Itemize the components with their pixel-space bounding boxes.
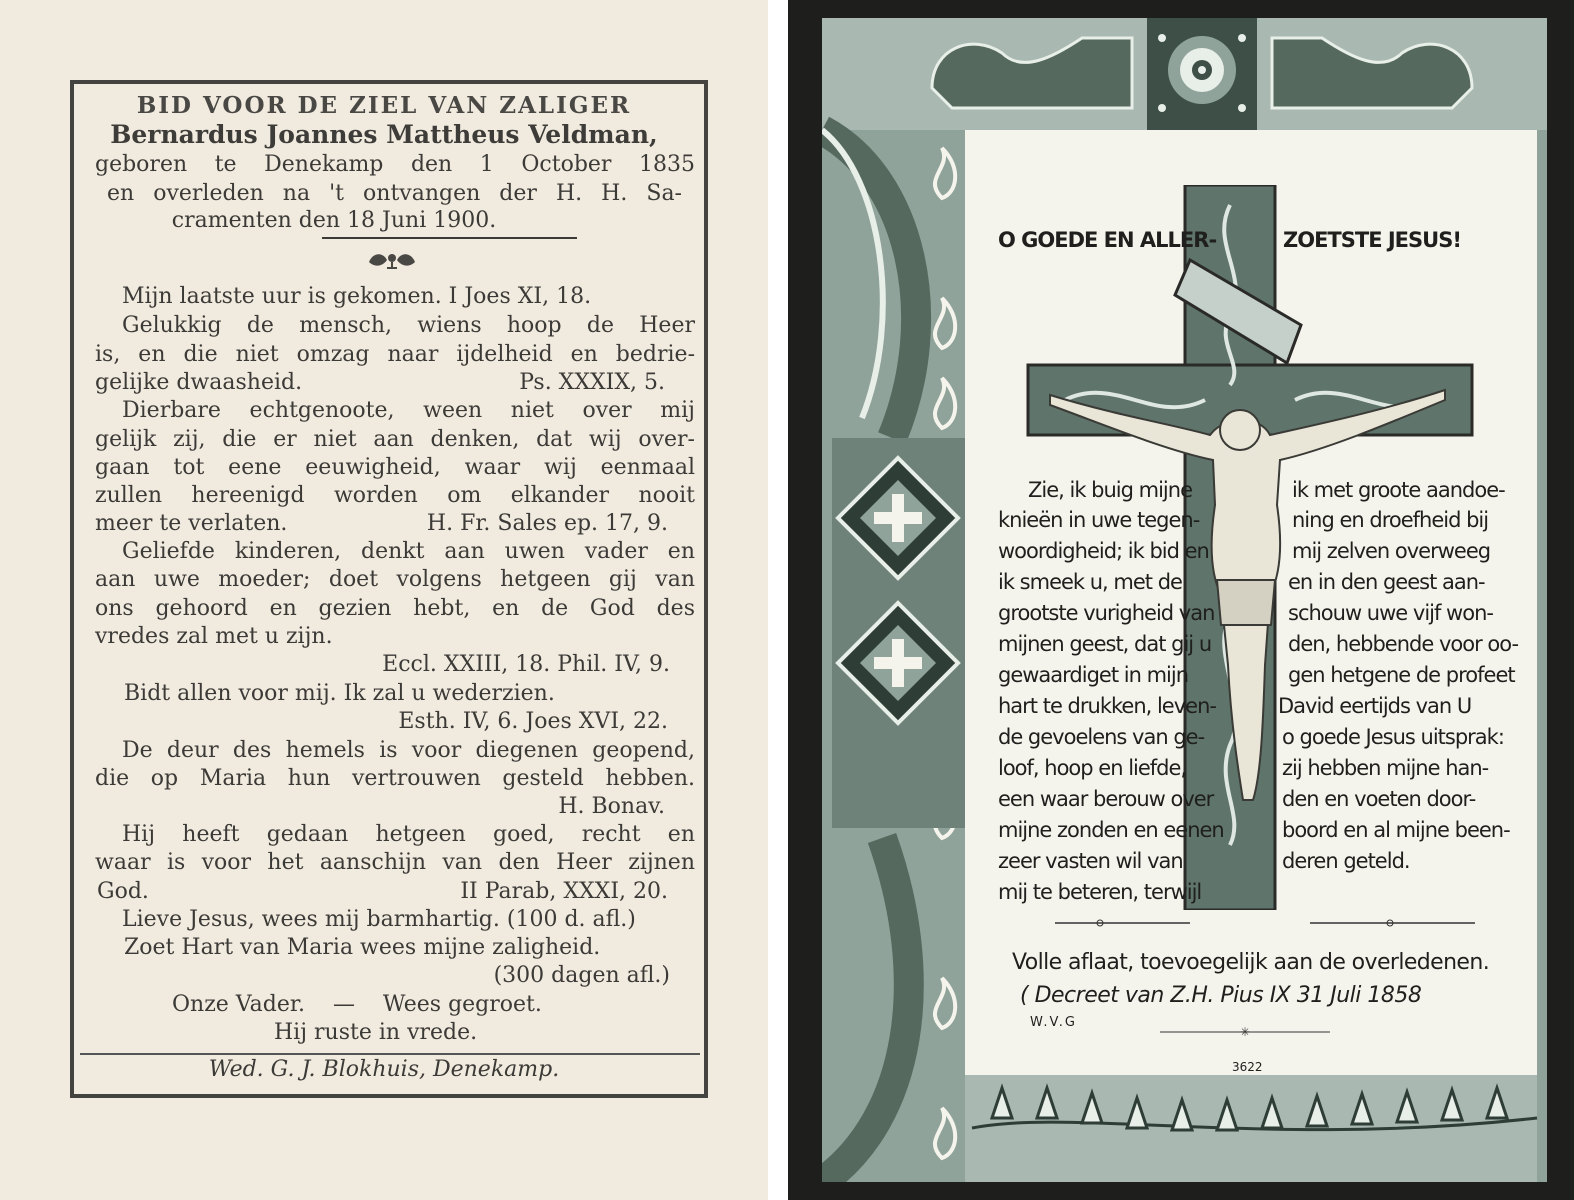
prayer-left-line: grootste vurigheid van xyxy=(998,601,1215,625)
prayer-left-line: loof, hoop en liefde, xyxy=(998,756,1187,780)
prayer-left-line: mijne zonden en eenen xyxy=(998,818,1224,842)
prayer-left-line: hart te drukken, leven- xyxy=(998,694,1216,718)
prayer-right-line: mij zelven overweeg xyxy=(1292,539,1491,563)
citation-bonav: H. Bonav. xyxy=(558,794,665,819)
prayer-right-line: David eertijds van U xyxy=(1278,694,1472,718)
text-line-24: God. xyxy=(97,879,149,904)
decorative-divider xyxy=(1055,918,1475,928)
prayers-line: Onze Vader. — Wees gegroet. xyxy=(172,992,542,1017)
citation-esth: Esth. IV, 6. Joes XVI, 22. xyxy=(398,709,668,734)
death-line: en overleden na 't ontvangen der H. H. Sa- xyxy=(107,181,682,206)
printer-credit: Wed. G. J. Blokhuis, Denekamp. xyxy=(208,1057,560,1082)
prayer-left-line: knieën in uwe tegen- xyxy=(998,508,1200,532)
prayer-right-line: deren geteld. xyxy=(1282,849,1410,873)
text-line-1: Mijn laatste uur is gekomen. I Joes XI, 18. xyxy=(122,284,592,309)
birth-line: geboren te Denekamp den 1 October 1835 xyxy=(95,152,695,177)
text-line-20: die op Maria hun vertrouwen gesteld hebben. xyxy=(95,766,695,791)
prayer-right-line: en in den geest aan- xyxy=(1288,570,1485,594)
header-prayer-line: BID VOOR DE ZIEL VAN ZALIGER xyxy=(136,92,632,119)
title-left: O GOEDE EN ALLER- xyxy=(998,228,1217,252)
text-line-23: waar is voor het aanschijn van den Heer zijnen xyxy=(95,850,695,875)
text-line-10: meer te verlaten. xyxy=(95,511,288,536)
text-line-8: gaan tot eene eeuwigheid, waar wij eenmaal xyxy=(95,455,695,480)
small-divider xyxy=(1160,1026,1330,1038)
indulgence-text: Volle aflaat, toevoegelijk aan de overledenen. xyxy=(1012,950,1490,975)
prayer-left-line: zeer vasten wil van xyxy=(998,849,1183,873)
text-line-4: gelijke dwaasheid. xyxy=(95,370,303,395)
prayer-right-line: o goede Jesus uitsprak: xyxy=(1282,725,1504,749)
prayer-left-line: de gevoelens van ge- xyxy=(998,725,1205,749)
prayer-right-line: schouw uwe vijf won- xyxy=(1288,601,1493,625)
prayer-right-line: ik met groote aandoe- xyxy=(1292,478,1505,502)
text-line-22: Hij heeft gedaan hetgeen goed, recht en xyxy=(122,822,695,847)
title-right: ZOETSTE JESUS! xyxy=(1283,228,1461,252)
indulgence-days: (300 dagen afl.) xyxy=(493,963,670,988)
prayer-left-line: ik smeek u, met de xyxy=(998,570,1182,594)
card-number: 3622 xyxy=(1232,1060,1263,1074)
text-line-6: Dierbare echtgenoote, ween niet over mij xyxy=(122,398,695,423)
prayer-right-line: ning en droefheid bij xyxy=(1292,508,1489,532)
text-line-15: vredes zal met u zijn. xyxy=(95,624,333,649)
publisher-mark: W.V.G xyxy=(1030,1015,1077,1030)
citation-parab: II Parab, XXXI, 20. xyxy=(460,879,668,904)
text-line-2: Gelukkig de mensch, wiens hoop de Heer xyxy=(122,313,695,338)
deceased-name: Bernardus Joannes Mattheus Veldman, xyxy=(110,120,658,149)
prayer-left-line: mijnen geest, dat gij u xyxy=(998,632,1212,656)
text-line-19: De deur des hemels is voor diegenen geopend, xyxy=(122,738,695,763)
prayer-left-line: woordigheid; ik bid en xyxy=(998,539,1209,563)
text-line-9: zullen hereenigd worden om elkander nooit xyxy=(95,483,695,508)
text-line-26: Lieve Jesus, wees mij barmhartig. (100 d. afl.) xyxy=(122,907,636,932)
prayer-right-line: gen hetgene de profeet xyxy=(1288,663,1515,687)
text-line-12: Geliefde kinderen, denkt aan uwen vader en xyxy=(122,539,695,564)
prayer-left-line: mij te beteren, terwijl xyxy=(998,880,1202,904)
text-line-7: gelijk zij, die er niet aan denken, dat wij over- xyxy=(95,427,695,452)
greek-cross-icon xyxy=(832,438,965,828)
prayer-right-line: zij hebben mijne han- xyxy=(1282,756,1489,780)
decree-text: ( Decreet van Z.H. Pius IX 31 Juli 1858 xyxy=(1020,983,1422,1008)
rest-in-peace: Hij ruste in vrede. xyxy=(274,1020,478,1045)
prayer-left-line: een waar berouw over xyxy=(998,787,1214,811)
text-line-27: Zoet Hart van Maria wees mijne zaligheid. xyxy=(124,935,601,960)
prayer-left-line: gewaardiget in mijn xyxy=(998,663,1189,687)
text-line-17: Bidt allen voor mij. Ik zal u wederzien. xyxy=(124,681,555,706)
prayer-right-line: boord en al mijne been- xyxy=(1282,818,1510,842)
sacraments-line: cramenten den 18 Juni 1900. xyxy=(171,208,497,233)
citation-sales: H. Fr. Sales ep. 17, 9. xyxy=(426,511,668,536)
citation-eccl: Eccl. XXIII, 18. Phil. IV, 9. xyxy=(382,652,670,677)
citation-psalm: Ps. XXXIX, 5. xyxy=(519,370,665,395)
floral-ornament-icon xyxy=(365,248,419,270)
text-line-13: aan uwe moeder; doet volgens hetgeen gij van xyxy=(95,567,695,592)
text-line-14: ons gehoord en gezien hebt, en de God des xyxy=(95,596,695,621)
footer-rule xyxy=(80,1053,700,1055)
svg-text:✳: ✳ xyxy=(1240,1026,1251,1038)
prayer-left-line: Zie, ik buig mijne xyxy=(1028,478,1192,502)
date-underline xyxy=(322,237,577,239)
prayer-right-line: den, hebbende voor oo- xyxy=(1288,632,1519,656)
prayer-right-line: den en voeten door- xyxy=(1282,787,1476,811)
text-line-3: is, en die niet omzag naar ijdelheid en bedrie- xyxy=(95,342,695,367)
